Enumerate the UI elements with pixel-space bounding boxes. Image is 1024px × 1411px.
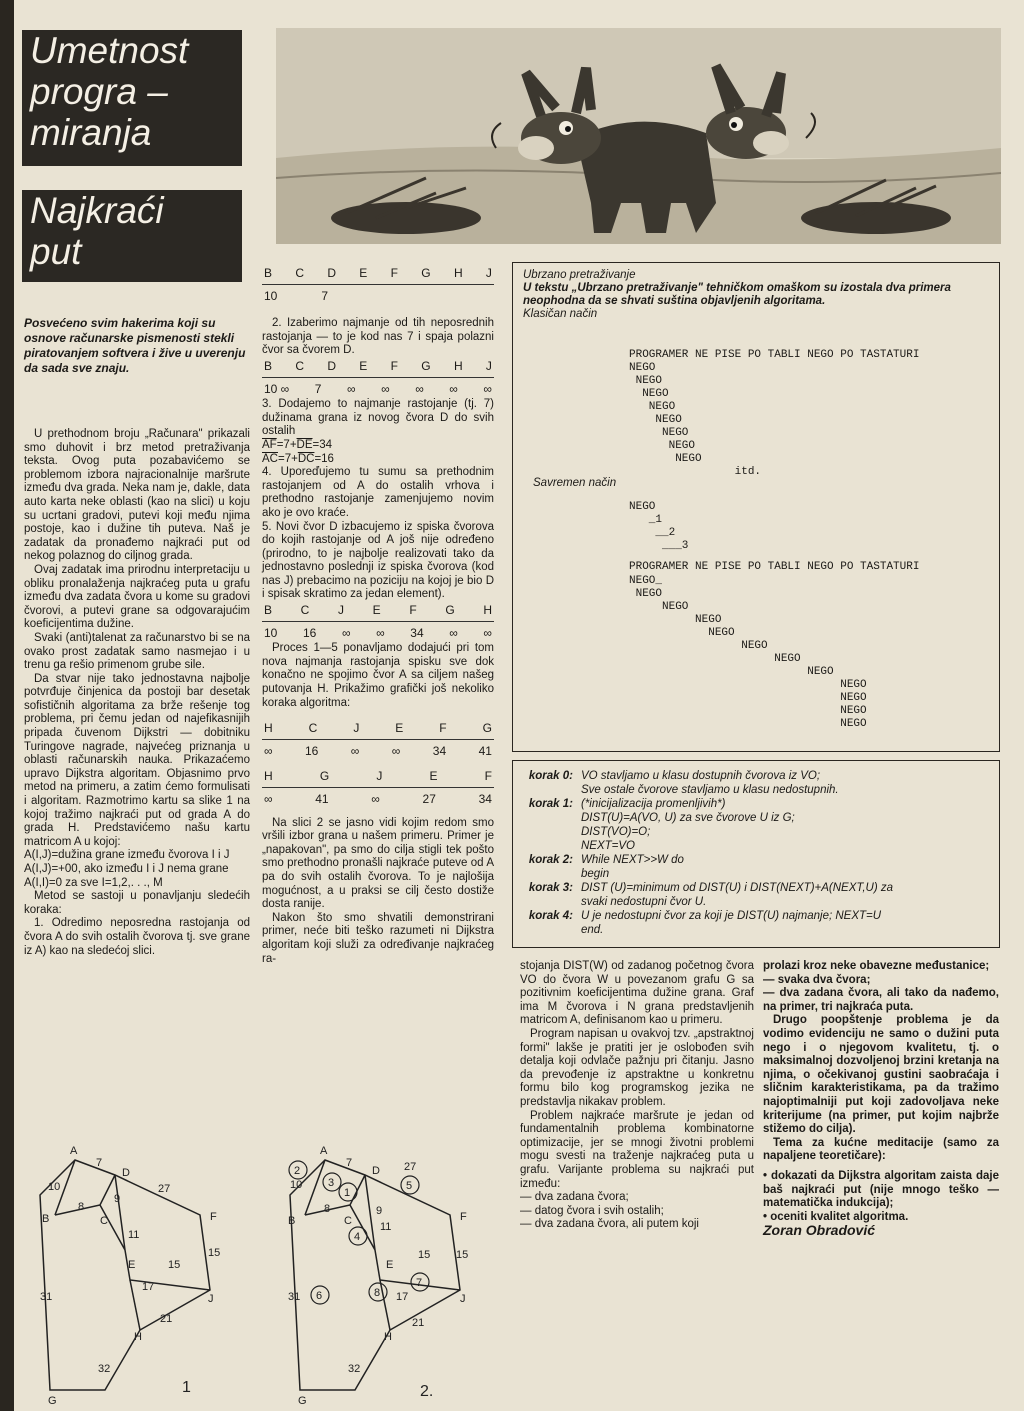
paragraph: U prethodnom broju „Računara" prikazali smo duhovit i brz metod pretraživanja teksta. Ovog puta pozabavićemo se problemom izbora najracionalnije maršrute između dva grada. Neka nam je, dakle, data auto karta neke oblasti (kao na slici) u koju su ucrtani gradovi, putevi koji među njima postoje, kao i dužine tih puteva. Naš je zadatak da pronađemo najkraći put od nekog polaznog do ciljnog grada.: [24, 428, 250, 563]
node-label: E: [386, 1259, 394, 1271]
paragraph: Tema za kućne meditacije (samo za napaljene teoretičare):: [763, 1136, 999, 1163]
table-header: H C J E F G: [264, 721, 492, 736]
edge-label: 17: [396, 1291, 409, 1303]
edge-label: 32: [348, 1363, 361, 1375]
order-label: 6: [316, 1290, 323, 1302]
edge-label: 8: [78, 1201, 85, 1213]
author-signature: Zoran Obradović: [763, 1222, 876, 1239]
list-item: — dva zadana čvora;: [520, 1191, 629, 1204]
bullet-item: • oceniti kvalitet algoritma.: [763, 1210, 909, 1223]
order-label: 4: [354, 1231, 361, 1243]
bullet-item: • dokazati da Dijkstra algoritam zaista daje baš najkraći put (nije mnogo teško — matematička indukcija);: [763, 1169, 999, 1210]
definition: A(I,J)=dužina grane između čvorova I i J: [24, 849, 230, 862]
node-label: J: [460, 1293, 466, 1305]
node-label: C: [344, 1215, 352, 1227]
classic-label: Klasičan način: [523, 308, 598, 320]
edge-label: 27: [404, 1161, 417, 1173]
order-label: 1: [344, 1187, 351, 1199]
edge-label: 7: [96, 1157, 103, 1169]
paragraph: Ovaj zadatak ima prirodnu interpretaciju u obliku pronalaženja najkraćeg puta u grafu između dva zadata čvora u kome su gradovi čvorovi, a putevi grane sa odgovarajućim koeficijentima dužine.: [24, 563, 250, 631]
paragraph: Na slici 2 se jasno vidi kojim redom smo vršili izbor grana u našem primeru. Primer je „napakovan", pa smo do cilja stigli tek pošto smo prethodno pronašli najkraće puteve od A pa do svih ostalih čvorova. To je najlošija mogućnost, a u praksi se cilj često dostiže dosta ranije.: [262, 816, 494, 911]
article-title-box: [22, 190, 242, 282]
column-2: [262, 265, 494, 966]
order-label: 8: [374, 1287, 381, 1299]
column-4: [763, 960, 999, 1238]
edge-label: 15: [168, 1259, 181, 1271]
node-label: D: [372, 1165, 380, 1177]
step: 4. Uporeďujemo tu sumu sa prethodnim rastojanjem od A do ostalih vrhova i prethodno rastojanje zamenjujemo novim ako je ovo kraće.: [262, 466, 494, 519]
order-label: 5: [406, 1180, 413, 1192]
table-row: 10 16 ∞ ∞ 34 ∞ ∞: [264, 625, 492, 640]
edge-label: 21: [160, 1313, 173, 1325]
table-row: 10 ∞ 7 ∞ ∞ ∞ ∞ ∞: [264, 381, 492, 396]
figure-caption: 2.: [420, 1383, 434, 1400]
step: 3. Dodajemo to najmanje rastojanje (tj. 7) dužinama grana iz novog čvora D do svih ostalih: [262, 398, 494, 438]
algorithm-box: korak 0: VO stavljamo u klasu dostupnih čvorova iz VO; Sve ostale čvorove stavljamo u klasu nedostupnih. korak 1: (*inicijalizacija promenljivih*) DIST(U)=A(VO, U) za sve čvorove U iz G; DIST(VO)=O; NEXT=VO korak 2: While NEXT>>W do begin korak 3: DIST (U)=minimum od DIST(U) i DIST(NEXT)+A(NEXT,U) za svaki nedostupni čvor U. korak 4: U je nedostupni čvor za koji je DIST(U) najmanje; NEXT=U end.: [512, 760, 1000, 948]
algorithm-step: korak 2: While NEXT>>W do: [528, 854, 684, 866]
step: 2. Izaberimo najmanje od tih neposrednih rastojanja — to je kod nas 7 i spaja polazni čvor sa čvorem D.: [262, 317, 494, 357]
box-note: U tekstu „Ubrzano pretraživanje" tehničkom omaškom su izostala dva primera neophodna da se shvati suština objavljenih algoritama.: [523, 282, 951, 307]
paragraph: Proces 1—5 ponavljamo dodajući pri tom nova najmanja rastojanja spisku sve dok konačno ne spojimo čvor A sa ciljem našeg putovanja H. Prikažimo grafički još nekoliko koraka algoritma:: [262, 642, 494, 709]
section-title-line: miranja: [30, 112, 152, 153]
modern-example-top: NEGO _1 __2 ___3: [629, 501, 689, 552]
edge-label: 9: [114, 1193, 121, 1205]
edge-label: 7: [346, 1157, 353, 1169]
table-row: ∞ 16 ∞ ∞ 34 41: [264, 743, 492, 758]
figure-1-map: [30, 1140, 250, 1405]
section-title-box: [22, 30, 242, 166]
table-header: B C D E F G H J: [264, 266, 492, 280]
list-item: — dva zadana čvora, ali putem koji: [520, 1218, 699, 1231]
algorithm-step: korak 3: DIST (U)=minimum od DIST(U) i DIST(NEXT)+A(NEXT,U) za: [528, 882, 894, 894]
column-1: [24, 428, 250, 958]
node-label: G: [298, 1395, 307, 1405]
node-label: G: [48, 1395, 57, 1405]
paragraph: Program napisan u ovakvoj tzv. „apstraktnoj formi" lakše je pratiti jer je oslobođen svih detalja koji odvlače pažnju pri čitanju. Jasno da prevođenje iz apstraktne u konkretnu formu bilo kog programskog jezika ne predstavlja nikakav problem.: [520, 1027, 754, 1108]
node-label: H: [384, 1331, 392, 1343]
list-item: — dva zadana čvora, ali tako da nađemo, na primer, tri najkraća puta.: [763, 987, 999, 1013]
page-edge-shadow: [0, 0, 14, 1411]
table-header: H G J E F: [264, 769, 492, 784]
node-label: C: [100, 1215, 108, 1227]
figure-caption: 1: [182, 1379, 191, 1396]
paragraph: stojanja DIST(W) od zadanog početnog čvora VO do čvora W u povezanom grafu G sa pozitivnim koeficijentima dužine grana. Graf ima M čvorova i N grana predstavljenih matricom A, definisanom kao u primeru.: [520, 960, 754, 1027]
table-header: B C D E F G H J: [264, 358, 492, 373]
order-label: 3: [328, 1177, 335, 1189]
edge-label: 27: [158, 1183, 171, 1195]
node-label: H: [134, 1331, 142, 1343]
edge-label: 15: [208, 1247, 221, 1259]
list-item: — svaka dva čvora;: [763, 973, 871, 986]
node-label: A: [320, 1145, 328, 1157]
paragraph: prolazi kroz neke obavezne međustanice;: [763, 960, 990, 972]
edge-label: 17: [142, 1281, 155, 1293]
order-label: 7: [416, 1277, 423, 1289]
list-item: — datog čvora i svih ostalih;: [520, 1204, 664, 1217]
node-label: B: [288, 1215, 296, 1227]
classic-example: PROGRAMER NE PISE PO TABLI NEGO PO TASTATURI NEGO NEGO NEGO NEGO NEGO NEGO NEGO NEGO itd.: [629, 349, 920, 478]
equation: $\overline{AC}=7+\overline{DC}=16$: [262, 452, 334, 465]
edge-label: 15: [456, 1249, 469, 1261]
node-label: D: [122, 1167, 130, 1179]
node-label: F: [460, 1211, 467, 1223]
box-heading: Ubrzano pretraživanje: [523, 269, 636, 281]
edge-label: 10: [48, 1181, 61, 1193]
figure-2-map: [280, 1140, 505, 1405]
edge-label: 11: [380, 1221, 392, 1233]
order-label: 2: [294, 1165, 301, 1177]
modern-example-line: PROGRAMER NE PISE PO TABLI NEGO PO TASTATURI: [629, 561, 920, 573]
column-3: [520, 960, 754, 1232]
paragraph: Problem najkraće maršrute je jedan od fundamentalnih problema kombinatorne optimizacije, jer se mnogi životni problemi mogu svesti na traženje najkraćeg puta u grafu. Varijante problema su najkraći put između:: [520, 1109, 754, 1190]
donkey-drawing: [276, 28, 1001, 244]
edge-label: 8: [324, 1203, 331, 1215]
paragraph: Metod se sastoji u ponavljanju sledećih koraka:: [24, 890, 250, 916]
node-label: F: [210, 1211, 217, 1223]
donkey-illustration: [276, 28, 1001, 244]
article-title-line: Najkraći: [30, 190, 164, 231]
definition: A(I,J)=+00, ako između I i J nema grane: [24, 863, 229, 875]
intro-dedication: Posvećeno svim hakerima koji su osnove računarske pismenosti stekli piratovanjem softvera i žive u uverenju da sada sve znaju.: [24, 316, 246, 375]
paragraph: Drugo poopštenje problema je da vodimo evidenciju ne samo o dužini puta nego i o njegovom kvalitetu, tj. o maksimalnoj dozvoljenoj brzini kretanja na njima, o očekivanoj gustini saobraćaja i sličnim karakteristikama, pa da tražimo najoptimalniji put koji zadovoljava neke kriterijume (na primer, put kojim najbrže stižemo do cilja).: [763, 1014, 999, 1136]
node-label: B: [42, 1213, 50, 1225]
node-label: J: [208, 1293, 214, 1305]
correction-box: [512, 262, 1000, 752]
node-label: E: [128, 1259, 136, 1271]
step: 5. Novi čvor D izbacujemo iz spiska čvorova do kojih rastojanje od A još nije određeno (prirodno, to je najbolje realizovati tako da jednostavno poslednji iz spiska čvorova (kod nas J) prebacimo na poziciju na kojoj je bio D i spisak skratimo za jedan element).: [262, 520, 494, 601]
node-label: A: [70, 1145, 78, 1157]
table-header: B C J E F G H: [264, 603, 492, 618]
algorithm-step: korak 0: VO stavljamo u klasu dostupnih čvorova iz VO;: [528, 770, 821, 782]
algorithm-step: korak 4: U je nedostupni čvor za koji je DIST(U) najmanje; NEXT=U: [528, 910, 882, 922]
section-title-line: progra –: [30, 71, 168, 112]
equation: $\overline{AF}=7+\overline{DE}=34$: [262, 438, 333, 451]
edge-label: 11: [128, 1229, 140, 1241]
algorithm-step: korak 1: (*inicijalizacija promenljivih*): [528, 798, 726, 810]
table-row: 10 7: [264, 288, 329, 303]
paragraph: Da stvar nije tako jednostavna najbolje potvrđuje činjenica da postoji bar desetak sofističnih algoritama za brže rešenje tog problema, pri čemu jedan od najefikasnijih pripada čuvenom Dijkstri — dobitniku Turingove nagrade, najvećeg priznanja u oblasti računarskih nauka. Prikazaćemo upravo Dijkstra algoritam. Objasnimo prvo metod na primeru, a zatim ćemo formulisati i algoritam. Razmotrimo kartu sa slike 1 na kojoj tražimo najkraći put od grada A do grada H. Predstavićemo našu kartu matricom A u kojoj:: [24, 672, 250, 848]
edge-label: 15: [418, 1249, 431, 1261]
edge-label: 32: [98, 1363, 111, 1375]
edge-label: 9: [376, 1205, 383, 1217]
article-title-line: put: [30, 231, 82, 272]
edge-label: 21: [412, 1317, 425, 1329]
section-title-line: Umetnost: [30, 30, 189, 71]
modern-label: Savremen način: [533, 477, 617, 489]
modern-example-nego: NEGO_ NEGO NEGO NEGO NEGO NEGO NEGO NEGO NEGO NEGO NEGO NEGO: [629, 575, 867, 730]
definition: A(I,I)=0 za sve I=1,2,. . ., M: [24, 876, 163, 889]
paragraph: Nakon što smo shvatili demonstrirani primer, neće biti teško razumeti ni Dijkstra algoritam koji služi za određivanje najkraćeg ra-: [262, 911, 494, 965]
edge-label: 31: [40, 1291, 53, 1303]
edge-label: 10: [290, 1179, 303, 1191]
table-row: ∞ 41 ∞ 27 34: [264, 792, 492, 806]
paragraph: Svaki (anti)talenat za računarstvo bi se na ovako prost zadatak samo nasmejao i u trenu ga rešio primenom grube sile.: [24, 631, 250, 672]
paragraph: 1. Odredimo neposredna rastojanja od čvora A do svih ostalih čvorova tj. sve grane iz A) kao na sledećoj slici.: [24, 917, 250, 957]
edge-label: 31: [288, 1291, 301, 1303]
